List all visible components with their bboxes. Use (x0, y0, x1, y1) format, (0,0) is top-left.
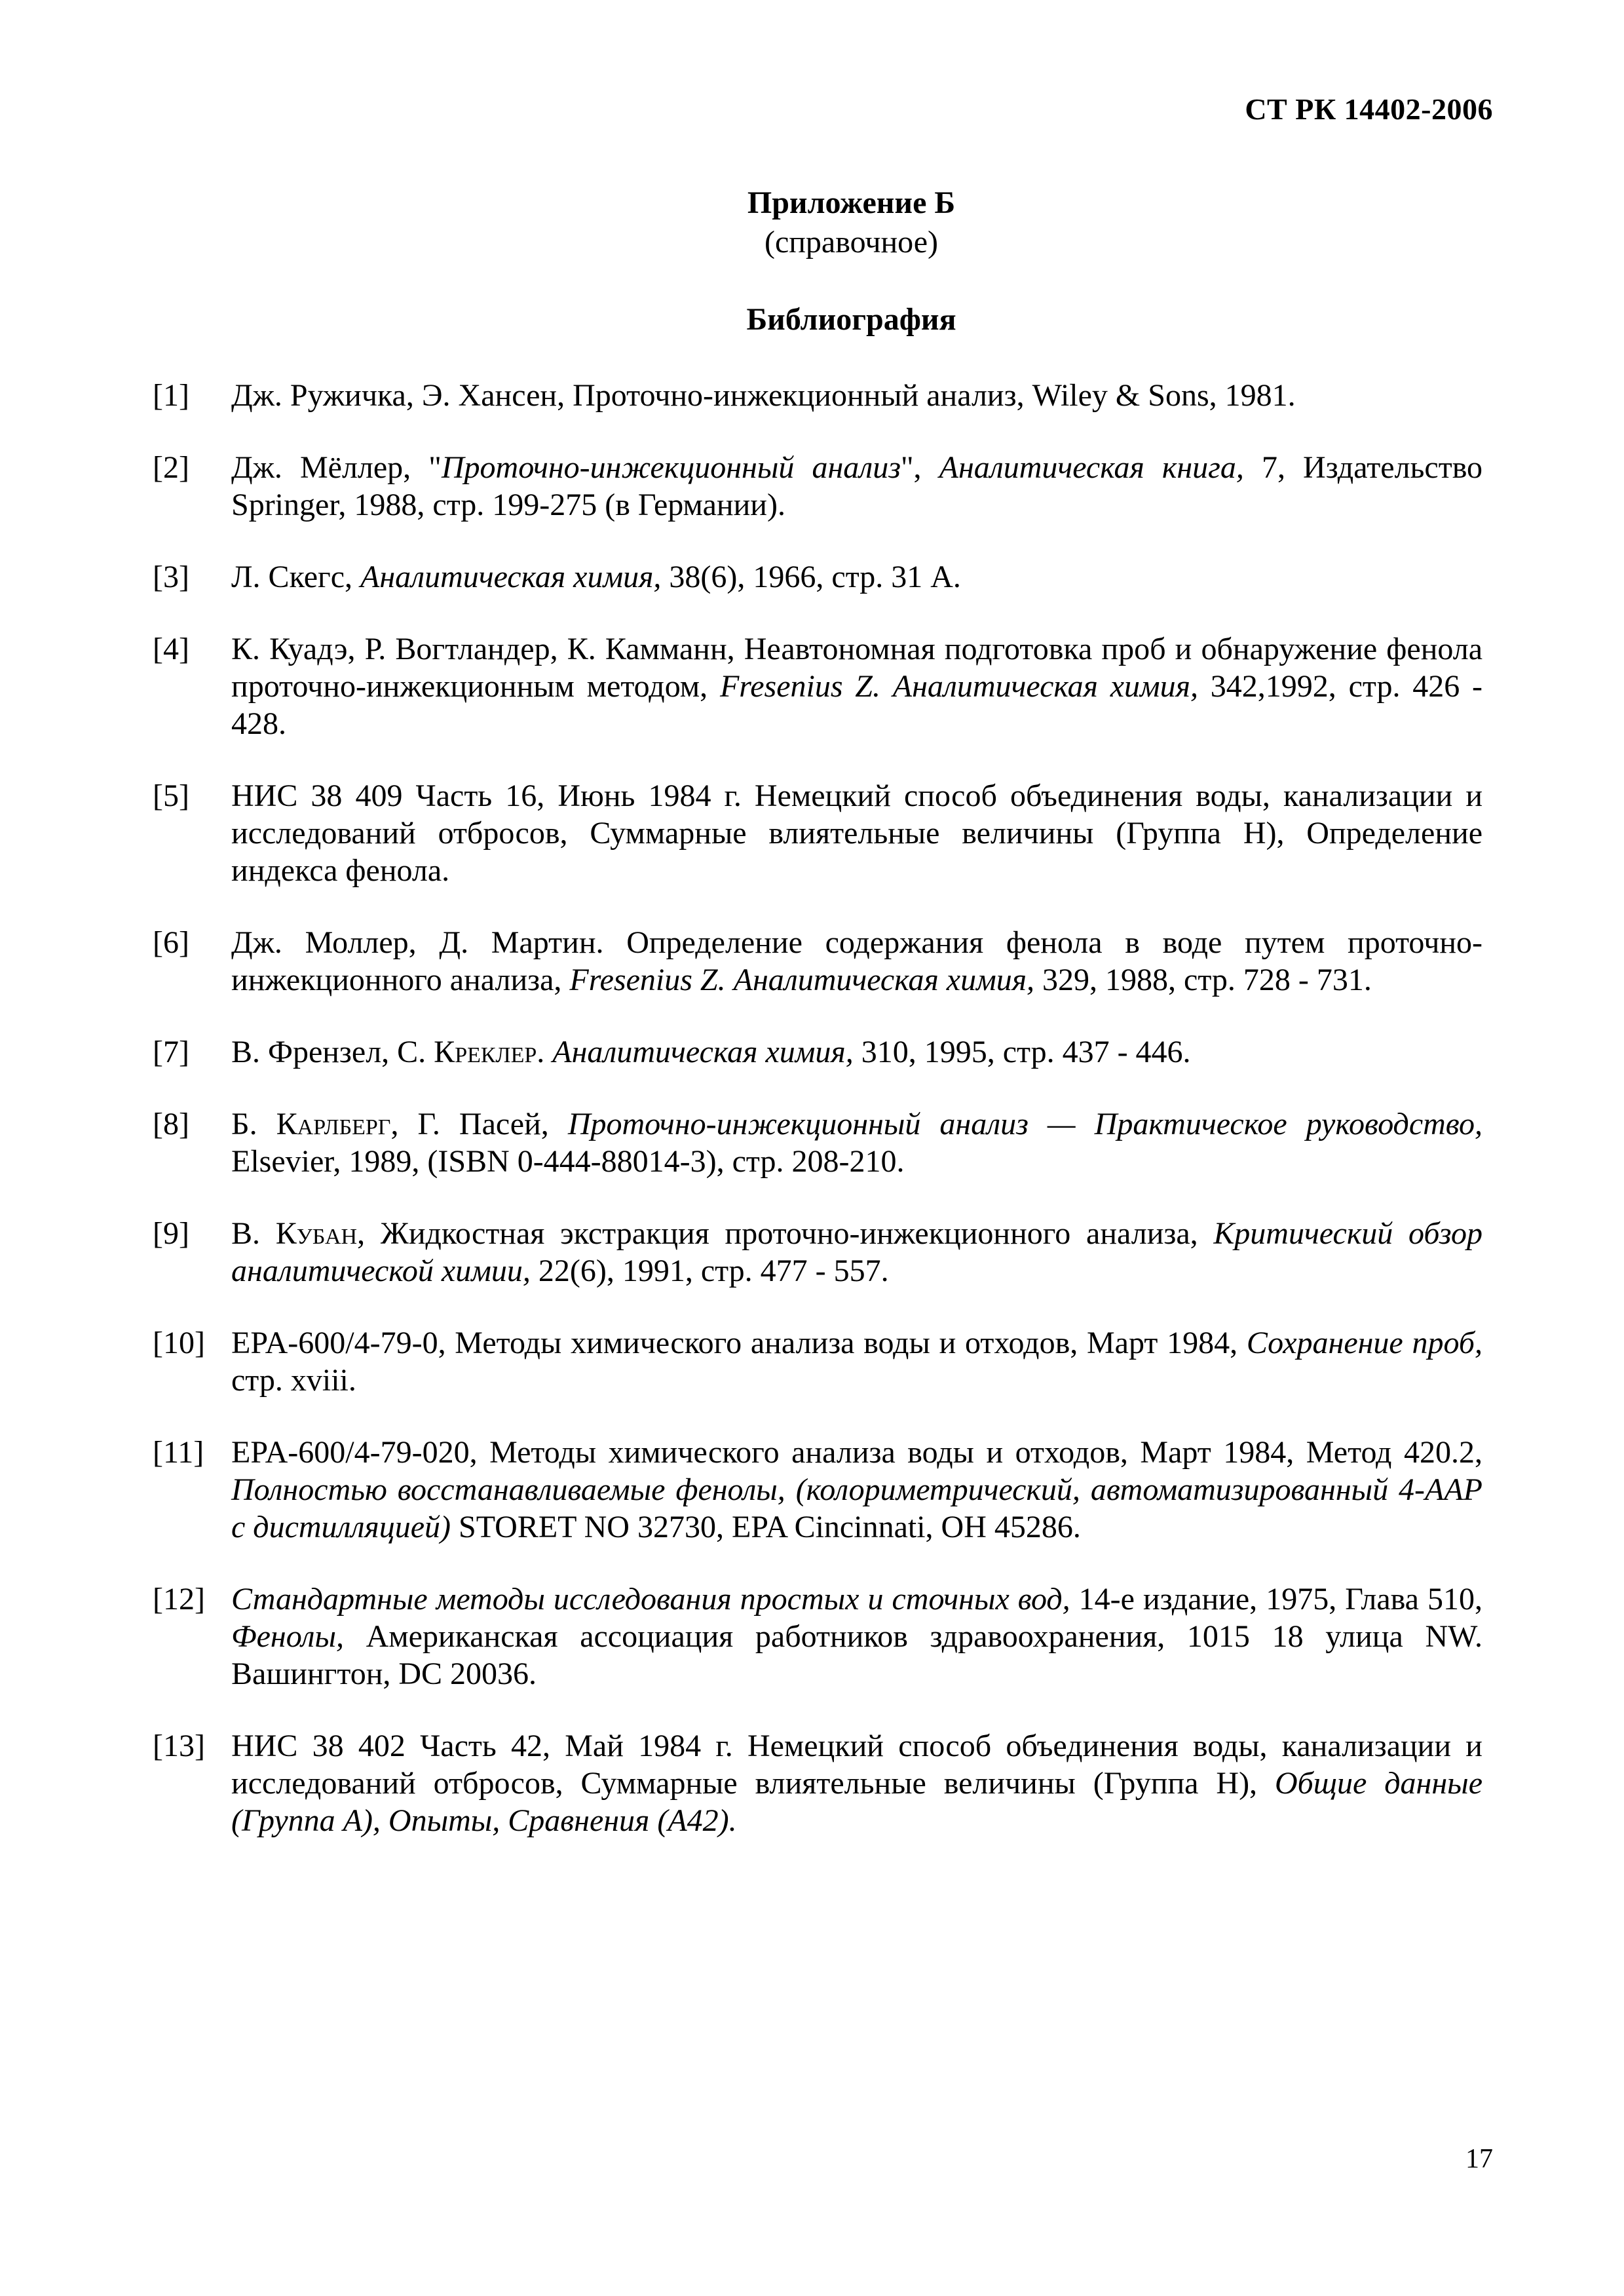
reference-item (153, 1324, 1482, 1399)
reference-text: Дж. Мёллер, "Проточно-инжекционный анализ", Аналитическая книга, 7, Издательство Springer, 1988, стр. 199-275 (в Германии). (231, 450, 1483, 522)
reference-number: [4] (153, 632, 189, 666)
page-number: 17 (1465, 2144, 1493, 2174)
reference-number: [11] (153, 1435, 204, 1470)
reference-text: В. Френзел, С. Креклер. Аналитическая химия, 310, 1995, стр. 437 - 446. (231, 1035, 1191, 1069)
reference-text: Л. Скегс, Аналитическая химия, 38(6), 1966, стр. 31 А. (231, 560, 961, 594)
reference-number: [8] (153, 1107, 189, 1141)
reference-text: В. Кубан, Жидкостная экстракция проточно-инжекционного анализа, Критический обзор аналитической химии, 22(6), 1991, стр. 477 - 557. (231, 1216, 1483, 1288)
reference-text: Б. Карлберг, Г. Пасей, Проточно-инжекционный анализ — Практическое руководство, Elsevier, 1989, (ISBN 0-444-88014-3), стр. 208-210. (231, 1107, 1483, 1179)
appendix-subtitle: (справочное) (764, 225, 939, 259)
reference-number: [1] (153, 378, 189, 413)
reference-item (153, 777, 1482, 889)
reference-text: НИС 38 409 Часть 16, Июнь 1984 г. Немецкий способ объединения воды, канализации и исследований отбросов, Суммарные влиятельные величины (Группа Н), Определение индекса фенола. (231, 778, 1482, 888)
appendix-title: Приложение Б (747, 185, 956, 220)
reference-item (153, 924, 1482, 999)
reference-item (153, 1033, 1482, 1071)
reference-item (153, 449, 1482, 524)
reference-text: EPA-600/4-79-020, Методы химического анализа воды и отходов, Март 1984, Метод 420.2, Полностью восстанавливаемые фенолы, (колориметрический, автоматизированный 4-ААР с дистилляцией) STORET NO 32730, EPA Cincinnati, OH 45286. (231, 1435, 1482, 1544)
reference-number: [3] (153, 560, 189, 594)
reference-number: [9] (153, 1216, 189, 1251)
reference-text: К. Куадэ, Р. Вогтландер, К. Камманн, Неавтономная подготовка проб и обнаружение фенола проточно-инжекционным методом, Fresenius Z. Аналитическая химия, 342,1992, стр. 426 - 428. (231, 632, 1483, 741)
reference-list (153, 377, 1482, 1874)
bibliography-title: Библиография (746, 302, 956, 337)
reference-number: [10] (153, 1326, 205, 1360)
reference-item (153, 630, 1482, 742)
reference-item (153, 558, 1482, 596)
reference-number: [6] (153, 925, 189, 960)
reference-number: [2] (153, 450, 189, 485)
reference-text: Стандартные методы исследования простых и сточных вод, 14-е издание, 1975, Глава 510, Фенолы, Американская ассоциация работников здравоохранения, 1015 18 улица NW. Вашингтон, DC 20036. (231, 1582, 1482, 1691)
reference-item (153, 1215, 1482, 1290)
reference-text: EPA-600/4-79-0, Методы химического анализа воды и отходов, Март 1984, Сохранение проб, стр. xviii. (231, 1326, 1482, 1398)
reference-number: [7] (153, 1035, 189, 1069)
reference-number: [5] (153, 778, 189, 813)
reference-item (153, 1105, 1482, 1180)
reference-text: Дж. Ружичка, Э. Хансен, Проточно-инжекционный анализ, Wiley & Sons, 1981. (231, 378, 1296, 413)
reference-text: Дж. Моллер, Д. Мартин. Определение содержания фенола в воде путем проточно-инжекционного анализа, Fresenius Z. Аналитическая химия, 329, 1988, стр. 728 - 731. (231, 925, 1482, 997)
reference-text: НИС 38 402 Часть 42, Май 1984 г. Немецкий способ объединения воды, канализации и исследований отбросов, Суммарные влиятельные величины (Группа Н), Общие данные (Группа А), Опыты, Сравнения (А42). (231, 1729, 1482, 1838)
reference-item (153, 377, 1482, 414)
reference-number: [12] (153, 1582, 205, 1617)
reference-item (153, 1727, 1482, 1839)
reference-number: [13] (153, 1729, 205, 1763)
document-code: СТ РК 14402-2006 (1245, 92, 1493, 126)
reference-item (153, 1580, 1482, 1693)
reference-item (153, 1434, 1482, 1546)
